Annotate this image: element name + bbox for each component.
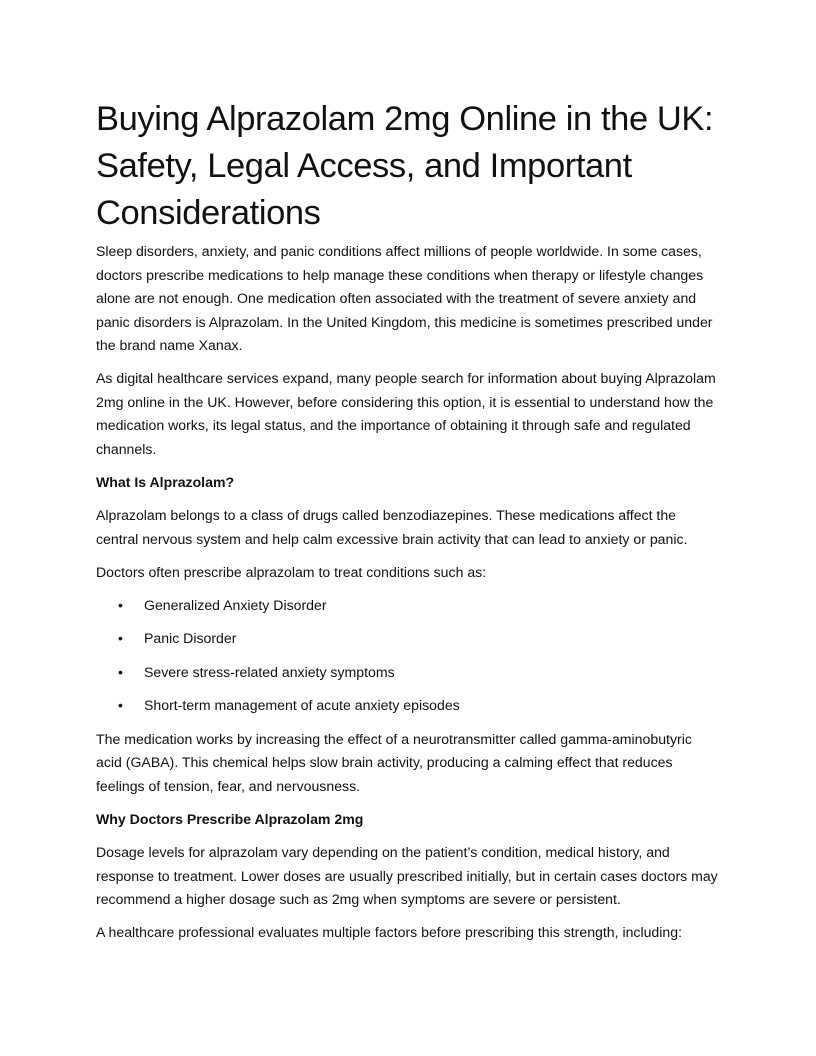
list-item-text: Severe stress-related anxiety symptoms: [144, 663, 395, 680]
bullet-icon: •: [118, 596, 123, 613]
list-item-text: Generalized Anxiety Disorder: [144, 596, 327, 613]
section2-paragraph-2: A healthcare professional evaluates multiple factors before prescribing this strength, including:: [96, 924, 682, 940]
section1-paragraph-3: The medication works by increasing the effect of a neurotransmitter called gamma-aminobutyric acid (GABA). This chemical helps slow brain activity, producing a calming effect that reduces feelings of tension, fear, and nervousness.: [96, 730, 692, 794]
bullet-icon: •: [118, 697, 123, 713]
intro-paragraph-2: As digital healthcare services expand, many people search for information about buying Alprazolam 2mg online in the UK. However, before considering this option, it is essential to understand how the medication works, its legal status, and the importance of obtaining it through safe and regulated channels.: [96, 370, 716, 457]
page-title: Buying Alprazolam 2mg Online in the UK: Safety, Legal Access, and Important Considerations: [96, 100, 714, 232]
bullet-icon: •: [118, 630, 123, 646]
section-heading-what-is-alprazolam: What Is Alprazolam?: [96, 473, 235, 490]
section1-paragraph-2: Doctors often prescribe alprazolam to treat conditions such as:: [96, 563, 487, 580]
list-item: [96, 661, 720, 685]
section2-paragraph-1: Dosage levels for alprazolam vary depending on the patient’s condition, medical history, and response to treatment. Lower doses are usually prescribed initially, but in certain cases doctors may recommend a higher dosage such as 2mg when symptoms are severe or persistent.: [96, 844, 718, 907]
list-item: [96, 594, 720, 618]
list-item: [96, 694, 720, 718]
list-item: [96, 627, 720, 651]
bullet-icon: •: [118, 663, 123, 680]
intro-paragraph-1: Sleep disorders, anxiety, and panic conditions affect millions of people worldwide. In some cases, doctors prescribe medications to help manage these conditions when therapy or lifestyle changes alone are not enough. One medication often associated with the treatment of severe anxiety and panic disorders is Alprazolam. In the United Kingdom, this medicine is sometimes prescribed under the brand name Xanax.: [96, 243, 713, 353]
section1-paragraph-1: Alprazolam belongs to a class of drugs called benzodiazepines. These medications affect the central nervous system and help calm excessive brain activity that can lead to anxiety or panic.: [96, 507, 688, 547]
section-heading-why-doctors-prescribe: Why Doctors Prescribe Alprazolam 2mg: [96, 810, 364, 827]
list-item-text: Panic Disorder: [144, 630, 237, 646]
list-item-text: Short-term management of acute anxiety episodes: [144, 697, 460, 713]
conditions-list: [96, 594, 720, 718]
document-page: [96, 96, 720, 954]
